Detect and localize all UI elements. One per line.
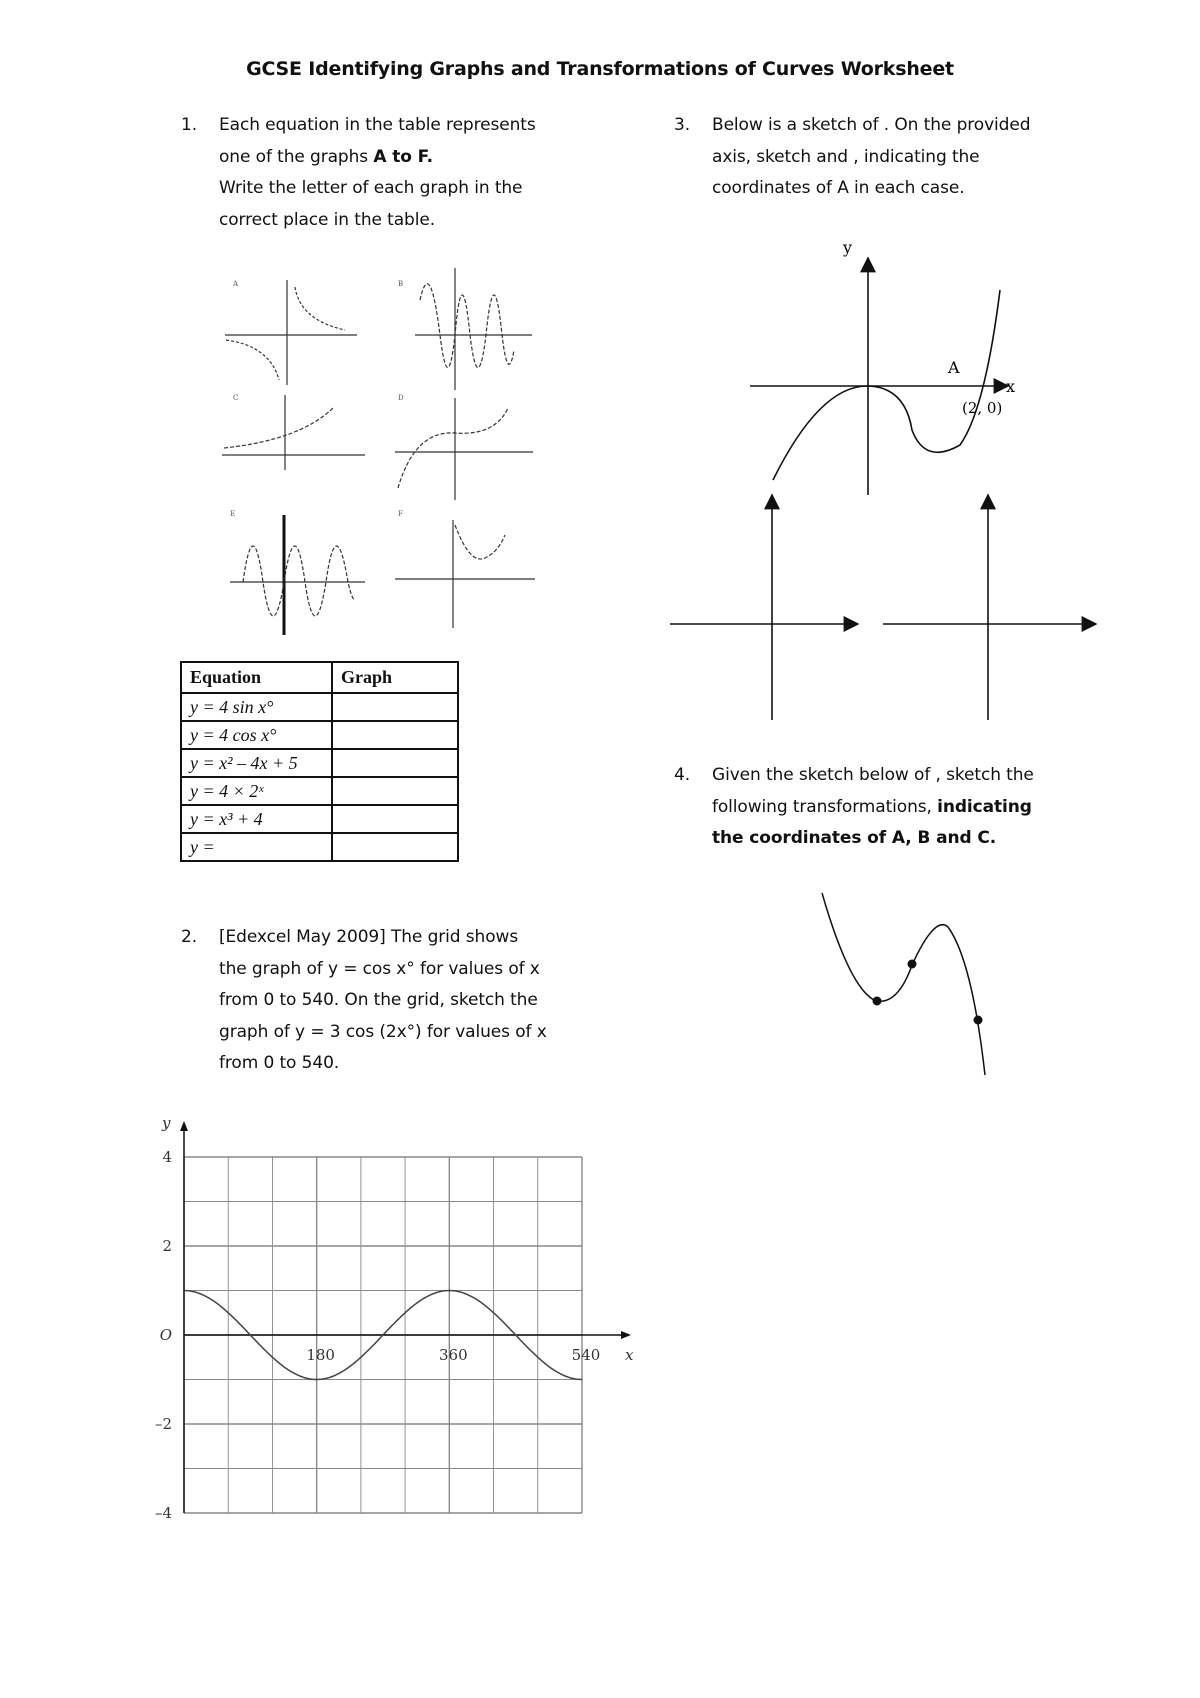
x-axis-arrow	[621, 1331, 631, 1339]
thumb-label: F	[398, 510, 403, 518]
y-axis-label: y	[843, 238, 853, 257]
thumb-graph-f	[395, 520, 535, 628]
thumb-label: C	[233, 394, 239, 402]
thumb-label: E	[230, 510, 236, 518]
graph-answer-cell[interactable]	[332, 833, 458, 861]
thumb-graph-a	[225, 280, 357, 385]
y-tick-label: 2	[162, 1237, 172, 1255]
q1-line: correct place in the table.	[219, 209, 436, 230]
graph-answer-cell[interactable]	[332, 693, 458, 721]
graph-answer-cell[interactable]	[332, 777, 458, 805]
q2-line: from 0 to 540.	[219, 1053, 340, 1073]
thumb-graph-e	[230, 515, 365, 635]
q2-line: the graph of y = cos x° for values of x	[219, 958, 540, 979]
y-axis-title: y	[162, 1114, 171, 1132]
point-a-label: A	[948, 358, 960, 377]
question-number: 4.	[674, 765, 691, 785]
y-tick-label: –4	[154, 1504, 172, 1522]
q3-line: axis, sketch and , indicating the	[712, 146, 980, 167]
x-tick-label: 360	[439, 1346, 468, 1364]
table-row	[181, 721, 458, 749]
chart-ticks	[155, 1114, 634, 1522]
graph-answer-cell[interactable]	[332, 721, 458, 749]
thumb-label: A	[233, 280, 239, 288]
x-tick-label: 180	[306, 1346, 335, 1364]
point-a-coordinates: (2, 0)	[962, 399, 1003, 417]
question-number: 2.	[181, 927, 198, 947]
table-row	[181, 749, 458, 777]
q4-line: following transformations, indicating	[712, 796, 1032, 817]
thumb-graph-b	[415, 268, 532, 390]
q1-line: one of the graphs A to F.	[219, 146, 434, 167]
table-header: Graph	[332, 662, 458, 693]
x-tick-label: 540	[571, 1346, 601, 1364]
x-axis-label: x	[1006, 377, 1016, 396]
y-tick-label: –2	[154, 1415, 172, 1433]
q1-line: Each equation in the table represents	[219, 115, 536, 135]
thumb-graph-d	[395, 398, 533, 500]
y-tick-label: 4	[162, 1148, 172, 1166]
q4-line: Given the sketch below of , sketch the	[712, 765, 1034, 785]
table-row	[181, 833, 458, 861]
q4-line: the coordinates of A, B and C.	[712, 828, 997, 848]
table-header-row	[181, 662, 458, 693]
question-2	[181, 922, 547, 1080]
q3-line: Below is a sketch of . On the provided	[712, 115, 1031, 135]
question-number: 1.	[181, 115, 198, 135]
graph-answer-cell[interactable]	[332, 749, 458, 777]
table-row	[181, 805, 458, 833]
q3-line: coordinates of A in each case.	[712, 178, 965, 198]
q1-line: Write the letter of each graph in the	[219, 178, 523, 198]
thumb-label: B	[398, 280, 404, 288]
page-title: GCSE Identifying Graphs and Transformations of Curves Worksheet	[246, 58, 954, 80]
table-header: Equation	[181, 662, 332, 693]
cosine-chart[interactable]	[140, 1105, 640, 1525]
equation-cell: y = x³ + 4	[181, 805, 332, 833]
equation-cell: y = 4 cos x°	[181, 721, 332, 749]
equation-cell: y = 4 sin x°	[181, 693, 332, 721]
q2-line: graph of y = 3 cos (2x°) for values of x	[219, 1021, 547, 1042]
y-axis-arrow	[180, 1121, 188, 1131]
table-row	[181, 777, 458, 805]
graph-answer-cell[interactable]	[332, 805, 458, 833]
y-tick-label: O	[159, 1326, 172, 1344]
question-4	[674, 760, 1034, 855]
x-axis-title: x	[625, 1346, 634, 1364]
thumb-label: D	[398, 394, 404, 402]
table-row	[181, 693, 458, 721]
q2-line: [Edexcel May 2009] The grid shows	[219, 927, 519, 947]
equation-table	[180, 661, 459, 862]
question-3	[674, 110, 1031, 205]
equation-cell: y =	[181, 833, 332, 861]
thumb-graph-c	[222, 395, 365, 470]
equation-cell: y = x² – 4x + 5	[181, 749, 332, 777]
q2-line: from 0 to 540. On the grid, sketch the	[219, 990, 538, 1010]
equation-cell: y = 4 × 2ˣ	[181, 777, 332, 805]
question-number: 3.	[674, 115, 691, 135]
